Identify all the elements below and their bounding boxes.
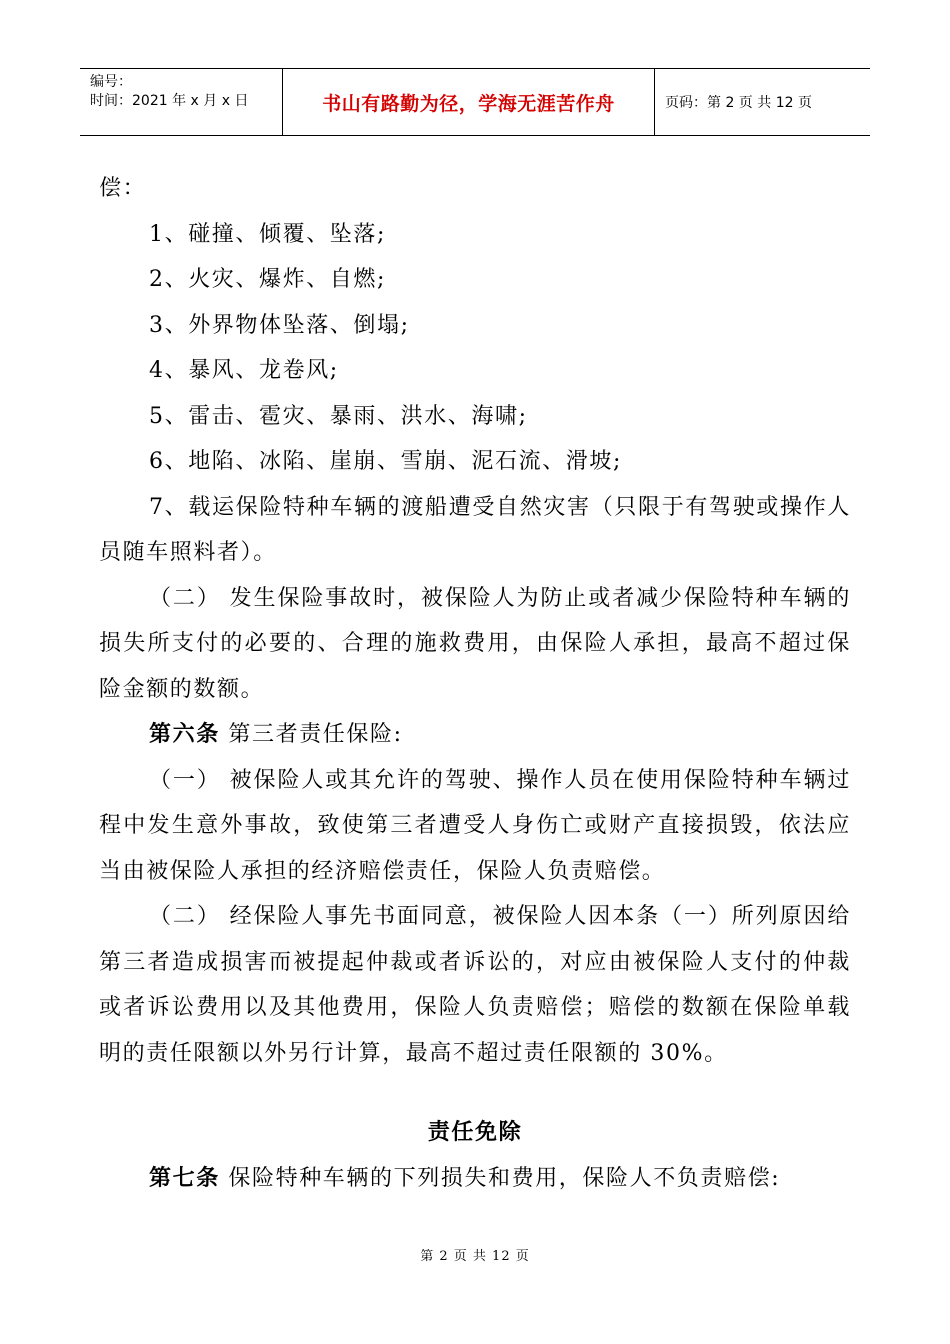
page-header bbox=[80, 68, 870, 136]
document-body bbox=[99, 166, 851, 1201]
list-item: 5、雷击、雹灾、暴雨、洪水、海啸; bbox=[149, 403, 528, 429]
section-title: 责任免除 bbox=[427, 1119, 523, 1145]
article-7-heading bbox=[99, 1156, 851, 1202]
list-item: 3、外界物体坠落、倒塌; bbox=[149, 312, 410, 338]
paragraph-rescue-costs: （二） 发生保险事故时，被保险人为防止或者减少保险特种车辆的损失所支付的必要的、合理的施救费用，由保险人承担，最高不超过保险金额的数额。 bbox=[99, 585, 851, 702]
article-7-label: 第七条 bbox=[149, 1164, 220, 1191]
article-6-clause-1: （一） 被保险人或其允许的驾驶、操作人员在使用保险特种车辆过程中发生意外事故，致使第三者遭受人身伤亡或财产直接损毁，依法应当由被保险人承担的经济赔偿责任，保险人负责赔偿。 bbox=[99, 767, 851, 884]
header-motto: 书山有路勤为径，学海无涯苦作舟 bbox=[283, 69, 655, 135]
page-footer: 第 2 页 共 12 页 bbox=[420, 1249, 530, 1264]
article-6-label: 第六条 bbox=[149, 721, 220, 747]
code-label: 编号： bbox=[90, 74, 132, 90]
continuation-text: 偿： bbox=[99, 176, 147, 201]
article-6-heading bbox=[99, 712, 851, 758]
article-6-text: 第三者责任保险: bbox=[219, 722, 403, 747]
header-page-info: 页码：第 2 页 共 12 页 bbox=[665, 95, 812, 111]
list-item: 6、地陷、冰陷、崖崩、雪崩、泥石流、滑坡; bbox=[149, 449, 623, 474]
article-6-clause-2: （二） 经保险人事先书面同意，被保险人因本条（一）所列原因给第三者造成损害而被提起仲裁或者诉讼的，对应由被保险人支付的仲裁或者诉讼费用以及其他费用，保险人负责赔偿；赔偿的数额在保险单载明的责任限额以外另行计算，最高不超过责任限额的 30%。 bbox=[99, 904, 851, 1066]
list-item: 1、碰撞、倾覆、坠落; bbox=[149, 221, 387, 247]
list-item: 7、载运保险特种车辆的渡船遭受自然灾害（只限于有驾驶或操作人员随车照料者）。 bbox=[99, 494, 851, 565]
list-item: 2、火灾、爆炸、自燃; bbox=[149, 267, 387, 292]
date-label: 时间：2021 年 x 月 x 日 bbox=[90, 93, 249, 109]
header-meta bbox=[80, 69, 283, 135]
article-7-text: 保险特种车辆的下列损失和费用，保险人不负责赔偿: bbox=[219, 1165, 781, 1191]
list-item: 4、暴风、龙卷风; bbox=[149, 358, 339, 383]
